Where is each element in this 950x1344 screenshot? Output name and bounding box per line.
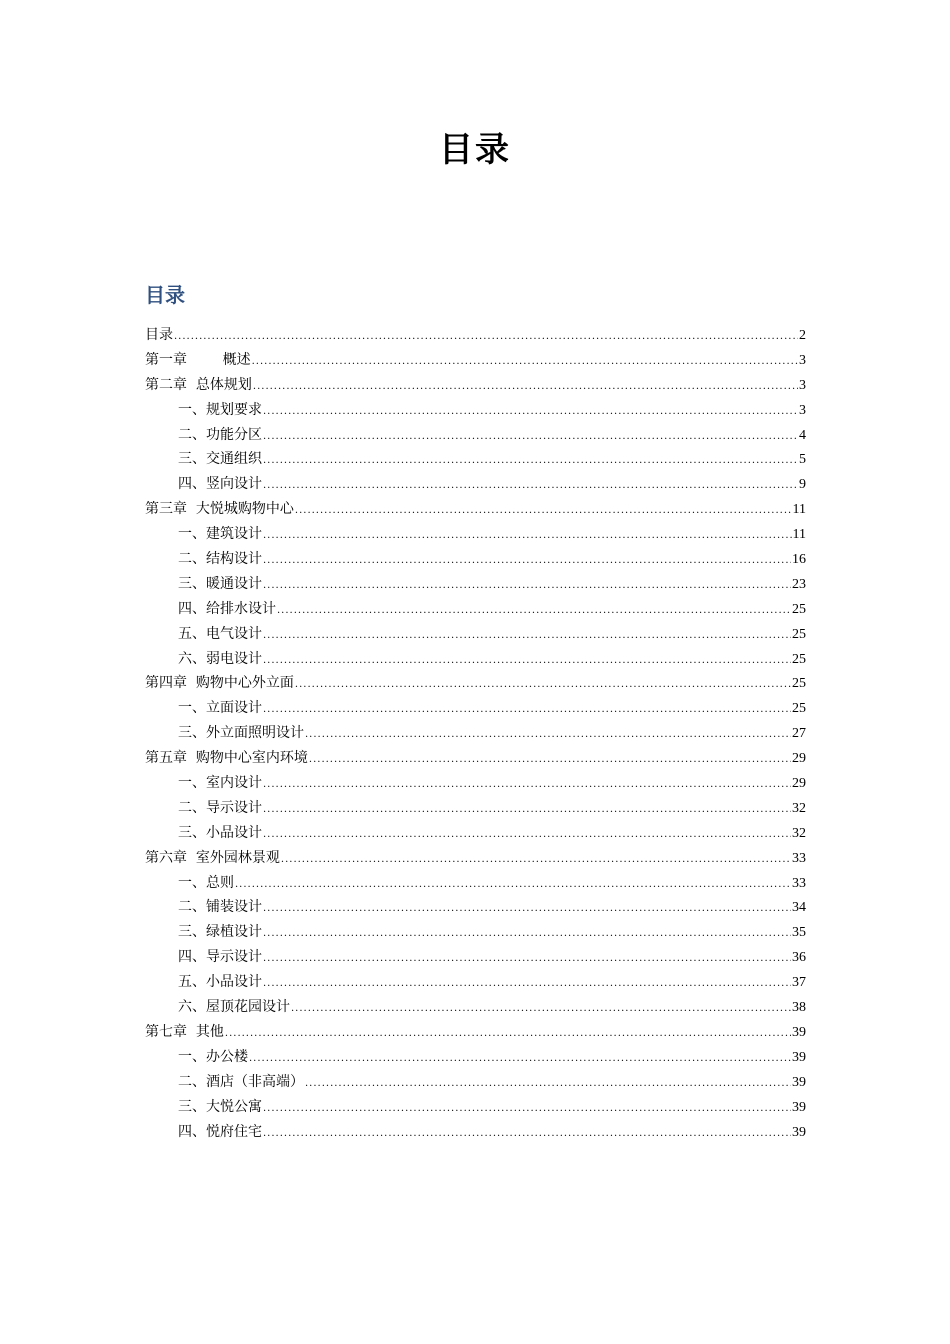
toc-entry-page-number: 3 xyxy=(799,402,806,418)
toc-entry-label: 六、弱电设计 xyxy=(178,650,262,667)
toc-entry[interactable] xyxy=(145,622,806,647)
toc-entry-label: 二、铺装设计 xyxy=(178,899,262,916)
toc-entry-page-number: 5 xyxy=(799,452,806,468)
toc-entry[interactable] xyxy=(145,871,806,896)
toc-dot-leader xyxy=(281,848,791,873)
page-title: 目录 xyxy=(439,130,511,170)
toc-dot-leader xyxy=(263,1097,791,1122)
toc-entry-page-number: 25 xyxy=(792,601,806,617)
toc-entry-page-number: 25 xyxy=(792,676,806,692)
toc-entry-label: 二、结构设计 xyxy=(178,551,262,568)
toc-entry[interactable] xyxy=(145,373,806,398)
toc-entry-label: 一、总则 xyxy=(178,874,234,891)
toc-entry-label: 一、办公楼 xyxy=(178,1048,248,1065)
toc-dot-leader xyxy=(295,499,792,524)
toc-entry-page-number: 11 xyxy=(792,502,806,518)
toc-entry[interactable] xyxy=(145,1070,806,1095)
toc-entry[interactable] xyxy=(145,597,806,622)
toc-entry-page-number: 32 xyxy=(792,800,806,816)
toc-dot-leader xyxy=(174,325,798,350)
toc-entry-label: 二、酒店（非高端） xyxy=(178,1073,304,1090)
toc-entry-label: 第二章 总体规划 xyxy=(145,376,252,393)
toc-entry[interactable] xyxy=(145,1020,806,1045)
toc-entry-page-number: 29 xyxy=(792,776,806,792)
toc-entry-page-number: 3 xyxy=(799,377,806,393)
toc-entry-label: 二、功能分区 xyxy=(178,426,262,443)
toc-dot-leader xyxy=(263,400,798,425)
table-of-contents xyxy=(145,323,806,1144)
toc-dot-leader xyxy=(305,1072,791,1097)
toc-entry-label: 第七章 其他 xyxy=(145,1023,224,1040)
toc-entry[interactable] xyxy=(145,1045,806,1070)
toc-entry-label: 三、交通组织 xyxy=(178,451,262,468)
toc-dot-leader xyxy=(263,947,791,972)
toc-dot-leader xyxy=(263,798,791,823)
toc-entry[interactable] xyxy=(145,821,806,846)
toc-entry-page-number: 39 xyxy=(792,1099,806,1115)
toc-entry-label: 六、屋顶花园设计 xyxy=(178,999,290,1016)
toc-dot-leader xyxy=(263,972,791,997)
toc-entry-label: 一、室内设计 xyxy=(178,775,262,792)
toc-dot-leader xyxy=(263,624,791,649)
toc-entry-label: 第三章 大悦城购物中心 xyxy=(145,501,294,518)
toc-entry-page-number: 16 xyxy=(792,552,806,568)
toc-dot-leader xyxy=(309,748,791,773)
toc-entry[interactable] xyxy=(145,671,806,696)
toc-entry-label: 第六章 室外园林景观 xyxy=(145,849,280,866)
toc-dot-leader xyxy=(253,375,798,400)
toc-entry[interactable] xyxy=(145,572,806,597)
toc-entry-label: 一、立面设计 xyxy=(178,700,262,717)
toc-entry-page-number: 29 xyxy=(792,751,806,767)
toc-entry-page-number: 39 xyxy=(792,1049,806,1065)
toc-entry[interactable] xyxy=(145,995,806,1020)
toc-entry[interactable] xyxy=(145,796,806,821)
toc-dot-leader xyxy=(263,549,791,574)
toc-entry-page-number: 25 xyxy=(792,701,806,717)
toc-entry-label: 目录 xyxy=(145,327,173,343)
toc-dot-leader xyxy=(263,922,791,947)
toc-dot-leader xyxy=(249,1047,791,1072)
toc-entry-page-number: 34 xyxy=(792,900,806,916)
toc-entry-page-number: 38 xyxy=(792,1000,806,1016)
toc-entry[interactable] xyxy=(145,348,806,373)
toc-entry-page-number: 4 xyxy=(799,427,806,443)
toc-dot-leader xyxy=(263,425,798,450)
toc-entry-page-number: 11 xyxy=(792,527,806,543)
toc-entry[interactable] xyxy=(145,547,806,572)
toc-entry[interactable] xyxy=(145,721,806,746)
toc-entry-label: 三、绿植设计 xyxy=(178,924,262,941)
toc-entry-label: 一、规划要求 xyxy=(178,401,262,418)
toc-entry-label: 第一章 概述 xyxy=(145,351,251,368)
toc-entry-label: 四、悦府住宅 xyxy=(178,1123,262,1140)
toc-entry[interactable] xyxy=(145,945,806,970)
toc-entry-label: 五、电气设计 xyxy=(178,625,262,642)
toc-entry[interactable] xyxy=(145,771,806,796)
toc-entry-page-number: 33 xyxy=(792,875,806,891)
toc-entry[interactable] xyxy=(145,472,806,497)
toc-entry-page-number: 35 xyxy=(792,925,806,941)
toc-entry[interactable] xyxy=(145,647,806,672)
toc-entry-page-number: 2 xyxy=(799,328,806,343)
toc-entry-label: 一、建筑设计 xyxy=(178,526,262,543)
toc-dot-leader xyxy=(263,698,791,723)
toc-entry[interactable] xyxy=(145,970,806,995)
toc-dot-leader xyxy=(252,350,798,375)
toc-entry-label: 三、外立面照明设计 xyxy=(178,725,304,742)
toc-entry[interactable] xyxy=(145,323,806,348)
toc-entry-page-number: 39 xyxy=(792,1024,806,1040)
toc-entry[interactable] xyxy=(145,696,806,721)
toc-heading: 目录 xyxy=(145,283,185,307)
toc-dot-leader xyxy=(295,673,791,698)
toc-dot-leader xyxy=(291,997,791,1022)
toc-entry[interactable] xyxy=(145,447,806,472)
toc-entry[interactable] xyxy=(145,846,806,871)
toc-entry[interactable] xyxy=(145,497,806,522)
toc-dot-leader xyxy=(263,574,791,599)
toc-entry[interactable] xyxy=(145,746,806,771)
toc-dot-leader xyxy=(263,449,798,474)
toc-dot-leader xyxy=(235,873,791,898)
toc-entry-page-number: 9 xyxy=(799,477,806,493)
toc-entry[interactable] xyxy=(145,920,806,945)
toc-entry-page-number: 39 xyxy=(792,1074,806,1090)
toc-entry-page-number: 27 xyxy=(792,726,806,742)
toc-entry-label: 三、小品设计 xyxy=(178,824,262,841)
toc-entry[interactable] xyxy=(145,1095,806,1120)
toc-entry[interactable] xyxy=(145,423,806,448)
toc-entry[interactable] xyxy=(145,522,806,547)
toc-entry-page-number: 32 xyxy=(792,825,806,841)
toc-entry-label: 第五章 购物中心室内环境 xyxy=(145,750,308,767)
toc-dot-leader xyxy=(263,474,798,499)
toc-dot-leader xyxy=(263,649,791,674)
toc-entry-label: 三、大悦公寓 xyxy=(178,1098,262,1115)
toc-dot-leader xyxy=(263,773,791,798)
toc-entry-page-number: 3 xyxy=(799,352,806,368)
toc-entry-page-number: 33 xyxy=(792,850,806,866)
toc-dot-leader xyxy=(305,723,791,748)
toc-entry[interactable] xyxy=(145,1120,806,1145)
toc-entry-page-number: 23 xyxy=(792,576,806,592)
toc-entry-page-number: 39 xyxy=(792,1124,806,1140)
toc-entry-page-number: 25 xyxy=(792,626,806,642)
toc-entry-label: 第四章 购物中心外立面 xyxy=(145,675,294,692)
toc-dot-leader xyxy=(263,1122,791,1147)
toc-dot-leader xyxy=(263,524,792,549)
toc-dot-leader xyxy=(225,1022,791,1047)
toc-entry[interactable] xyxy=(145,895,806,920)
toc-entry-label: 四、竖向设计 xyxy=(178,476,262,493)
toc-entry-label: 二、导示设计 xyxy=(178,799,262,816)
toc-entry-page-number: 37 xyxy=(792,975,806,991)
toc-entry-page-number: 36 xyxy=(792,950,806,966)
toc-entry-label: 三、暖通设计 xyxy=(178,575,262,592)
toc-entry-label: 四、导示设计 xyxy=(178,949,262,966)
toc-dot-leader xyxy=(263,897,791,922)
toc-entry[interactable] xyxy=(145,398,806,423)
toc-entry-label: 五、小品设计 xyxy=(178,974,262,991)
toc-entry-label: 四、给排水设计 xyxy=(178,600,276,617)
toc-dot-leader xyxy=(277,599,791,624)
toc-dot-leader xyxy=(263,823,791,848)
toc-entry-page-number: 25 xyxy=(792,651,806,667)
